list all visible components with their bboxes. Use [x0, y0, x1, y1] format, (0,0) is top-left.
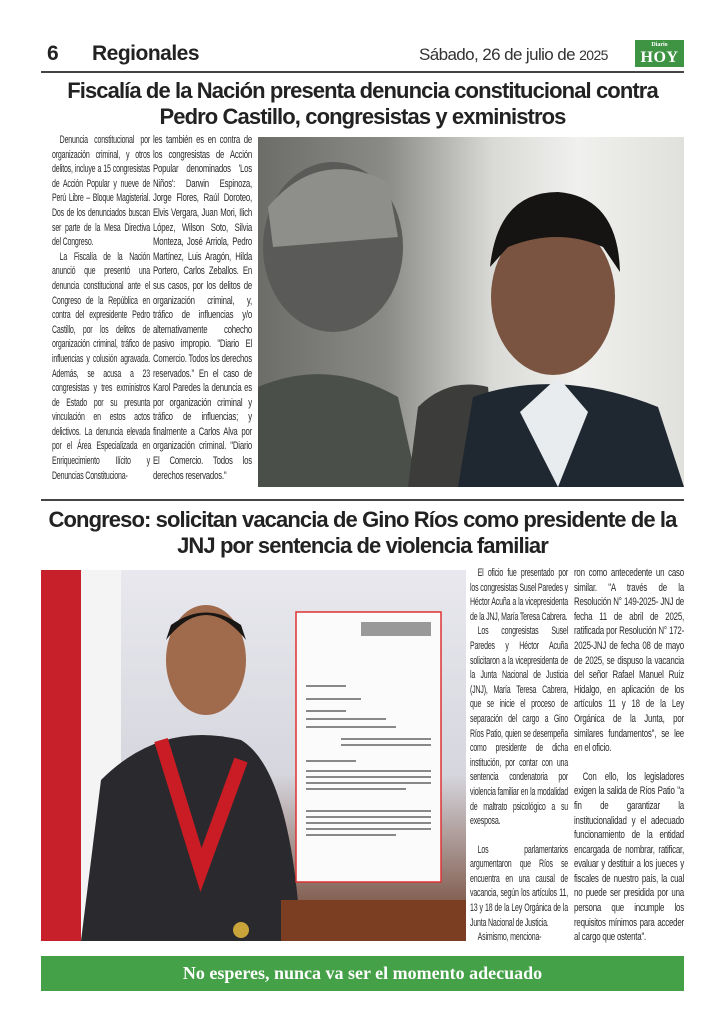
logo-small-text: Diario — [651, 42, 668, 48]
paragraph: Los parlamentarios argumentaron que Ríos se encuentra en una causal de vacancia, según los artículos 11, 13 y 18 de la Ley Orgánica de la Junta Nacional de Justicia. — [470, 843, 568, 929]
date-year: 2025 — [579, 47, 608, 63]
paragraph: Asimismo, menciona- — [477, 931, 542, 944]
article2-column-2 — [574, 566, 684, 945]
headline-line: Pedro Castillo, congresistas y exministros — [159, 104, 566, 129]
paragraph: ron como antecedente un caso similar. "A través de la Resolución N° 149-2025- JNJ de fecha 11 de abril de 2025, ratificada por Resolución N° 172-2025-JNJ de fecha 08 de mayo de 2025, se dispuso la vacancia del señor Rafael Manuel Ruíz Hidalgo, en aplicación de los artículos 11 y 18 de la Ley Orgánica de la Junta, por similares fundamentos", se lee en el oficio. — [574, 567, 684, 755]
paragraph: El oficio fue presentado por los congresistas Susel Paredes y Héctor Acuña a la vicepresidenta de la JNJ, María Teresa Cabrera. — [470, 567, 568, 623]
headline-line: JNJ por sentencia de violencia familiar — [177, 533, 548, 558]
footer-banner: No esperes, nunca va ser el momento adecuado — [41, 956, 684, 991]
article2-column-2-box — [574, 566, 684, 950]
article1-column-2 — [153, 133, 252, 483]
newspaper-logo — [635, 40, 684, 67]
paragraph: Con ello, los legisladores exigen la salida de Ríos Patio "a fin de garantizar la institucionalidad y el adecuado funcionamiento de la entidad encargada de nombrar, ratificar, evaluar y destituir a los jueces y fiscales de nuestro país, la cual no puede ser presidida por una persona que incumple los requisitos mínimos para acceder al cargo que ostenta". — [574, 770, 684, 944]
paragraph: La Fiscalía de la Nación anunció que presentó una denuncia constitucional ante el Congreso de la República en contra del expresidente Pedro Castillo, por los delitos de organización criminal, tráfico de influencias y colusión agravada. Además, se acusa a 23 congresistas y tres exministros de Estado por su presunta vinculación en estos actos delictivos. La denuncia elevada por el Área Especializada en Enriquecimiento Ilícito y Denuncias Constituciona- — [52, 250, 150, 482]
logo-big-text: HOY — [640, 49, 679, 66]
article2-headline — [41, 507, 684, 559]
date-text: Sábado, 26 de julio de — [419, 45, 575, 64]
article1-headline — [41, 78, 684, 130]
page-number: 6 — [47, 42, 59, 65]
article1-column-2-box — [153, 133, 252, 491]
photo-gino-rios — [41, 570, 466, 941]
article-divider — [41, 499, 684, 501]
headline-line: Fiscalía de la Nación presenta denuncia constitucional contra — [67, 78, 658, 103]
paragraph: les también es en contra de los congresistas de Acción Popular denominados 'Los Niños': Darwin Espinoza, Jorge Flores, Raúl Doroteo, Elvis Vergara, Juan Mori, Ilich López, Wilson Soto, Silvia Monteza, José Arriola, Pedro Martínez, Luis Aragón, Hilda Portero, Carlos Zeballos. En sus casos, por los delitos de organización criminal, y, tráfico de influencias y/o alternativamente cohecho pasivo impropio. "Diario El Comercio. Todos los derechos reservados." En el caso de Karol Paredes la denuncia es por organización criminal y tráfico de influencias; y finalmente a Carlos Alva por organización criminal. "Diario El Comercio. Todos los derechos reservados." — [153, 134, 252, 482]
article1-column-1 — [52, 133, 150, 483]
article1-photo — [258, 137, 684, 487]
photo-pedro-castillo — [258, 137, 684, 487]
paragraph: Denuncia constitucional por organización criminal, y otros delitos, incluye a 15 congresistas de Acción Popular y nueve de Perú Libre – Bloque Magisterial. Dos de los denunciados buscan ser parte de la Mesa Directiva del Congreso. — [52, 134, 150, 249]
paragraph: Los congresistas Susel Paredes y Héctor Acuña solicitaron a la vicepresidenta de la Junta Nacional de Justicia (JNJ), María Teresa Cabrera, que se inicie el proceso de separación del cargo a Gino Ríos Patio, quien se desempeña como presidente de dicha institución, por contar con una sentencia condenatoria por violencia familiar en la modalidad de maltrato psicológico a su exesposa. — [470, 625, 568, 828]
article2-column-1-box — [470, 566, 568, 950]
header-divider — [41, 71, 684, 73]
section-title: Regionales — [92, 42, 200, 65]
headline-line: Congreso: solicitan vacancia de Gino Ríos como presidente de la — [48, 507, 677, 532]
issue-date — [419, 45, 608, 65]
article2-photo — [41, 570, 466, 941]
article1-column-1-box — [52, 133, 150, 491]
article2-column-1 — [470, 566, 568, 945]
